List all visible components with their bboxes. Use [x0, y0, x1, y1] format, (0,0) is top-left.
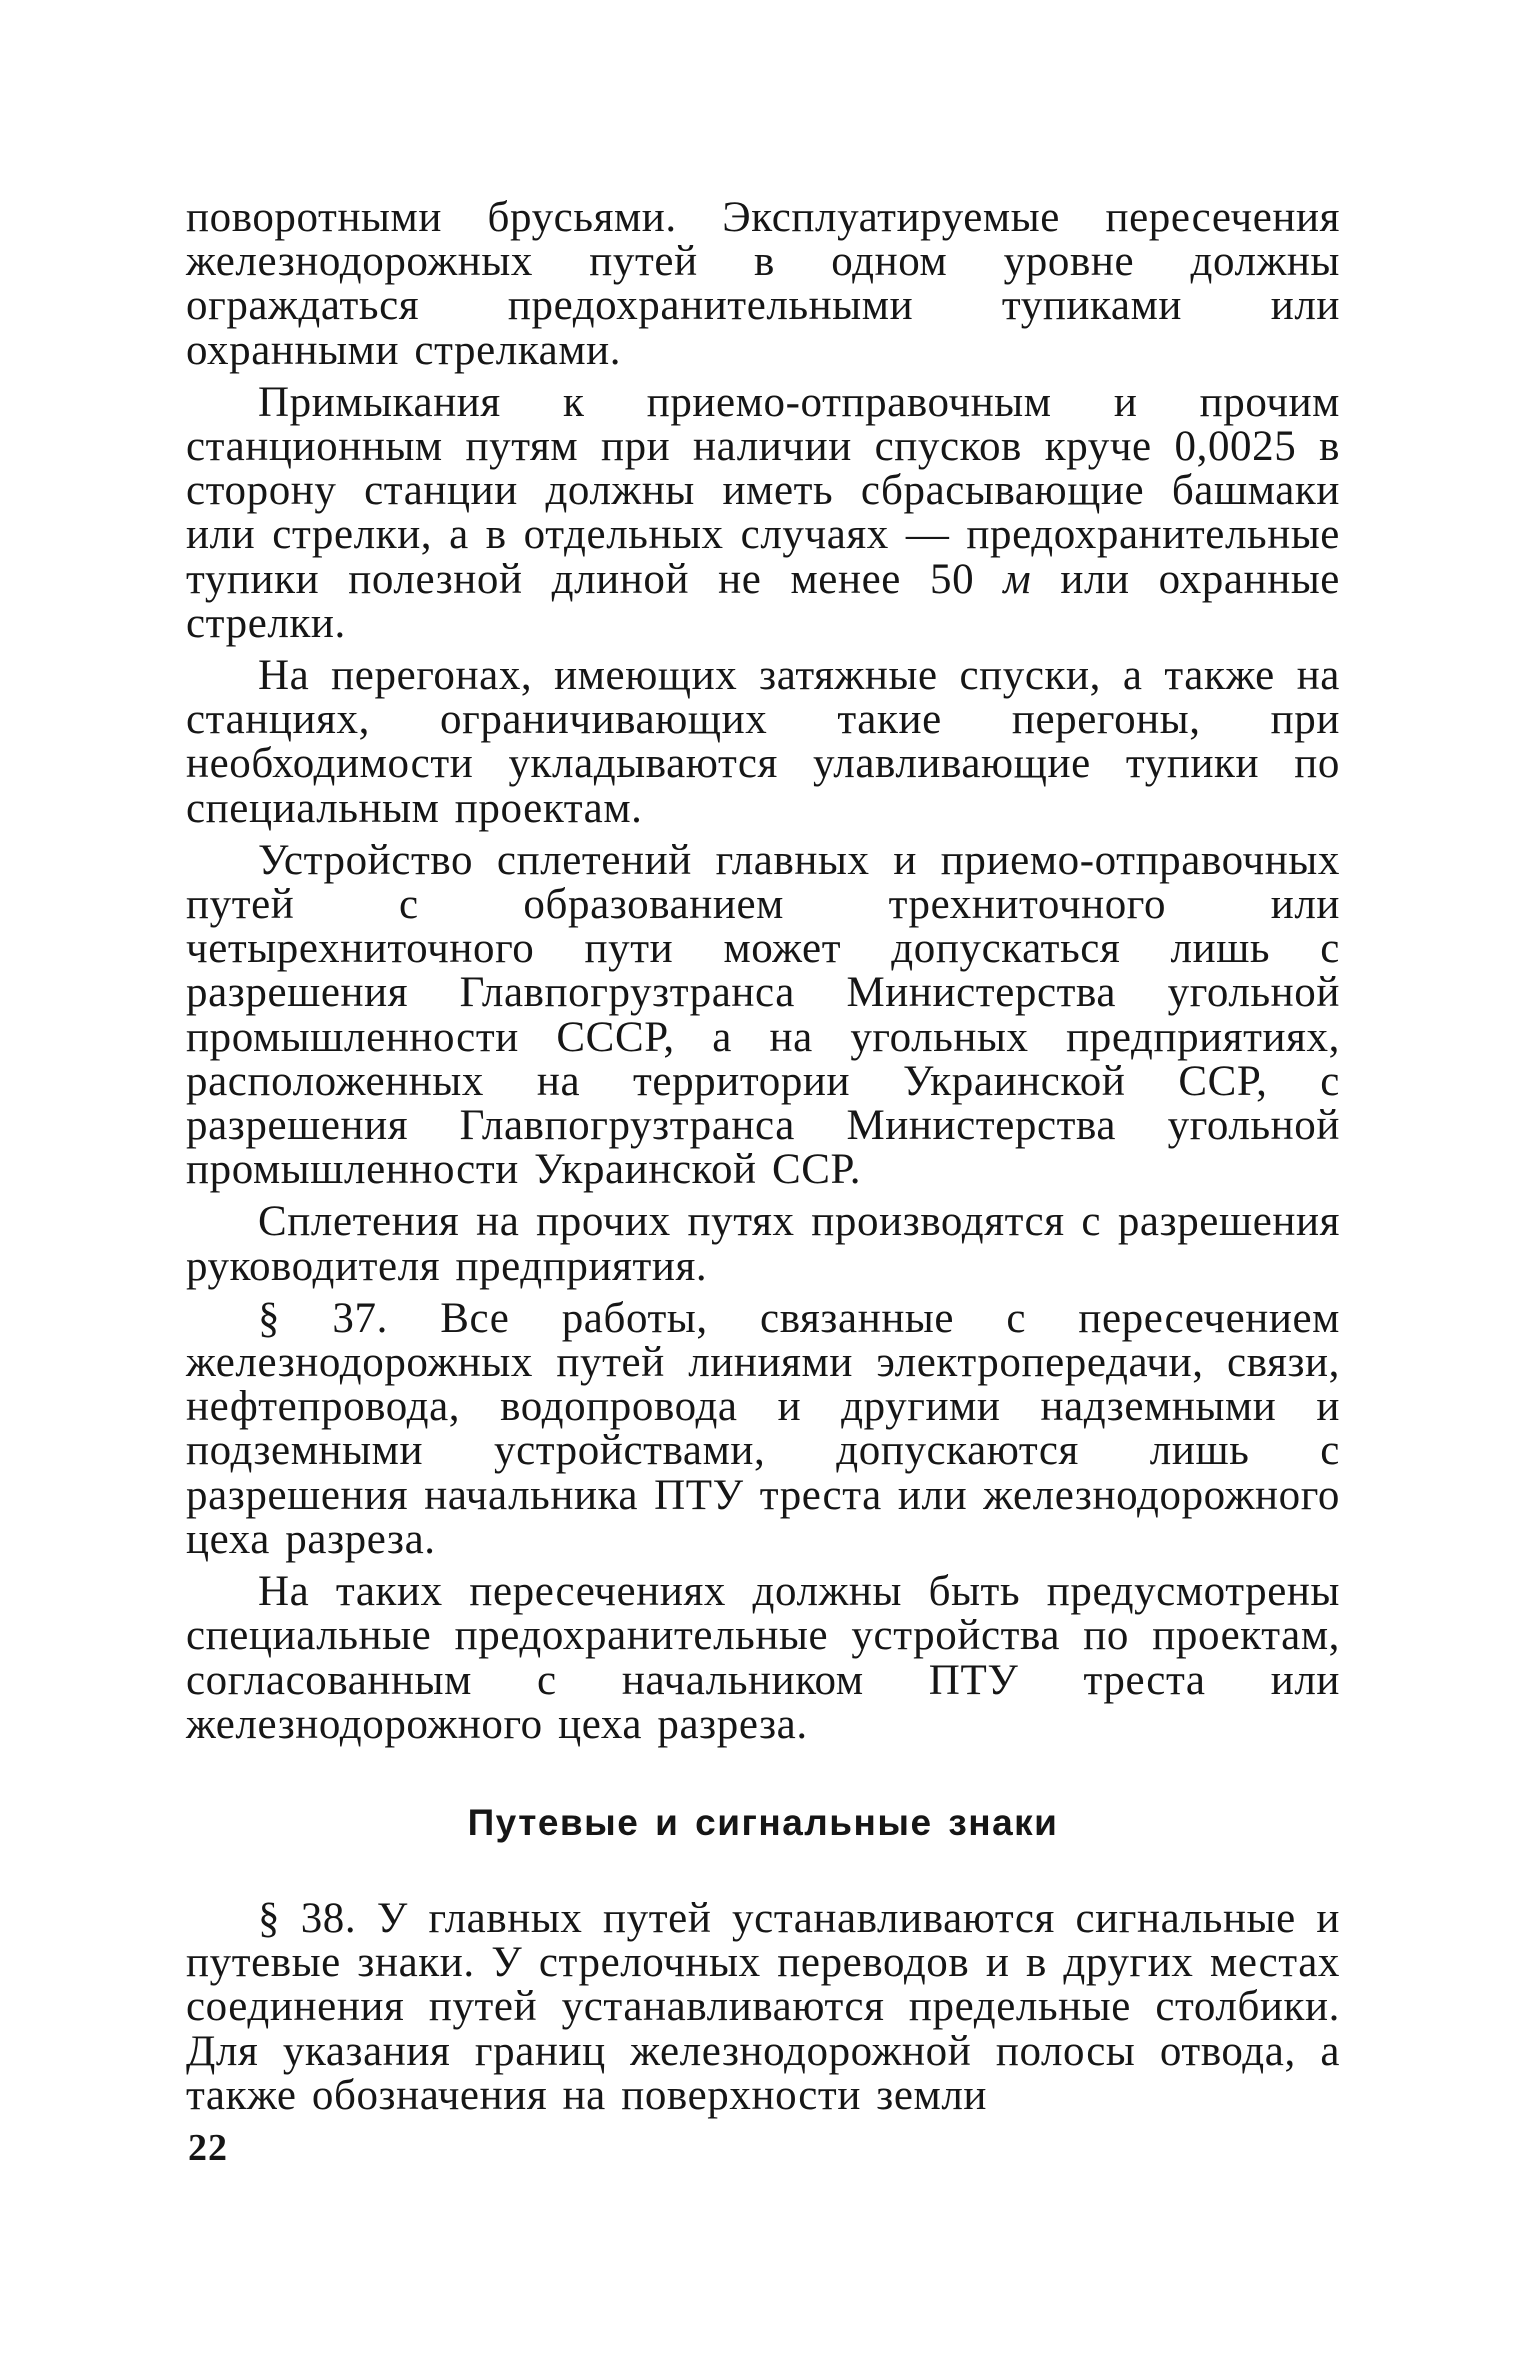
paragraph-junctions [186, 378, 1340, 647]
paragraph-protective-devices: На таких пересечениях должны быть предусмотрены специальные предохранительные устройства по проектам, согласованным с начальником ПТУ треста или железнодорожного цеха разреза. [186, 1568, 1340, 1748]
paragraph-section-37: § 37. Все работы, связанные с пересечением железнодорожных путей линиями электропередачи, связи, нефтепровода, водопровода и другими надземными и подземными устройствами, допускаются лишь с разрешения начальника ПТУ треста или железнодорожного цеха разреза. [186, 1294, 1340, 1563]
section-heading: Путевые и сигнальные знаки [467, 1801, 1059, 1843]
paragraph-junctions-text: Примыкания к приемо-отправочным и прочим станционным путям при наличии спусков круче 0,0025 в сторону станции должны иметь сбрасывающие башмаки или стрелки, а в отдельных случаях — предохранительные тупики полезной длиной не менее 50 [186, 378, 1340, 603]
paragraph-section-38: § 38. У главных путей устанавливаются сигнальные и путевые знаки. У стрелочных переводов и в других местах соединения путей устанавливаются предельные столбики. Для указания границ железнодорожной полосы отвода, а также обозначения на поверхности земли [186, 1894, 1340, 2119]
paragraph-other-tracks: Сплетения на прочих путях производятся с разрешения руководителя предприятия. [186, 1198, 1340, 1290]
unit-meters: м [1003, 555, 1032, 603]
page-number: 22 [188, 2127, 228, 2169]
paragraph-junctions-tail: или охранные стрелки. [186, 555, 1340, 647]
paragraph-hauls: На перегонах, имеющих затяжные спуски, а также на станциях, ограничивающих такие перегоны, при необходимости укладываются улавливающие тупики по специальным проектам. [186, 652, 1340, 832]
paragraph-track-interlacing: Устройство сплетений главных и приемо-отправочных путей с образованием трехниточного или четырехниточного пути может допускаться лишь с разрешения Главпогрузтранса Министерства угольной промышленности СССР, а на угольных предприятиях, расположенных на территории Украинской ССР, с разрешения Главпогрузтранса Министерства угольной промышленности Украинской ССР. [186, 836, 1340, 1194]
body-text [186, 196, 1340, 2118]
paragraph-continued: поворотными брусьями. Эксплуатируемые пересечения железнодорожных путей в одном уровне должны ограждаться предохранительными тупиками или охранными стрелками. [186, 194, 1340, 374]
